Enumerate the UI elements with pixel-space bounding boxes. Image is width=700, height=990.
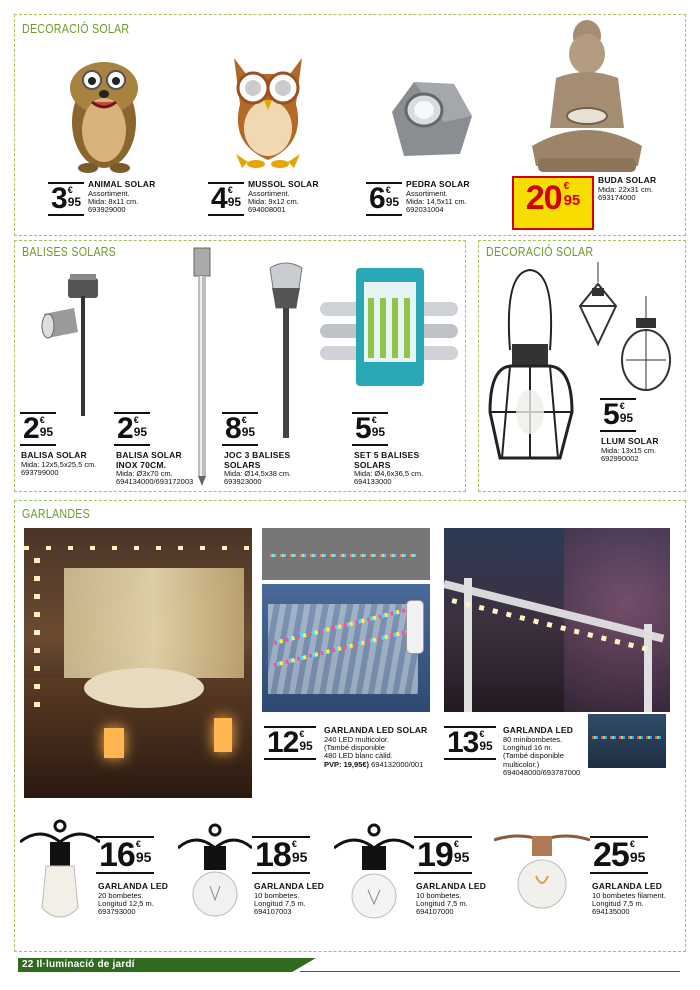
product-info: GARLANDA LED 20 bombetes. Longitud 12,5 m. 693793000 [98, 881, 169, 917]
product-info: MUSSOL SOLAR Assortiment. Mida: 9x12 cm. 694008001 [248, 179, 319, 215]
price-tag: 4 € 95 [208, 182, 244, 216]
stakes-box-image [316, 262, 462, 392]
pergola-lights-photo [262, 584, 430, 712]
product-info: SET 5 BALISES SOLARS Mida: Ø4,6x36,5 cm. 694133000 [354, 450, 424, 487]
mini-garland-photo [588, 714, 666, 768]
bulb-garland-image-1 [20, 818, 100, 930]
price-tag: 19 € 95 [414, 836, 472, 874]
price-tag: 3 € 95 [48, 182, 84, 216]
price-tag: 18 € 95 [252, 836, 310, 874]
price-tag: 2 € 95 [20, 412, 56, 446]
product-info: ANIMAL SOLAR Assortiment. Mida: 8x11 cm. 693929000 [88, 179, 156, 215]
bulb-garland-image-2 [178, 820, 252, 930]
section-title-solar-decor: DECORACIÓ SOLAR [22, 21, 130, 36]
patio-garland-photo [24, 528, 252, 798]
footer-label: 22 Il·luminació de jardí [22, 959, 135, 970]
price-tag: 2 € 95 [114, 412, 150, 446]
price-tag: 8 € 95 [222, 412, 258, 446]
footer-rule [300, 971, 680, 972]
section-title-solar-decor-side: DECORACIÓ SOLAR [486, 244, 594, 259]
price-tag: 25 € 95 [590, 836, 648, 874]
product-info: PEDRA SOLAR Assortiment. Mida: 14,5x11 cm. 692031004 [406, 179, 470, 215]
product-info: LLUM SOLAR Mida: 13x15 cm. 692990002 [601, 436, 659, 463]
torch-stake-image [266, 258, 306, 448]
product-info: GARLANDA LED 10 bombetes filament. Longitud 7,5 m. 694135000 [592, 881, 666, 917]
section-title-garlands: GARLANDES [22, 506, 90, 521]
promo-price-tag: 20 € 95 [512, 176, 594, 230]
night-pergola-photo [444, 528, 670, 712]
bulb-garland-image-3 [334, 820, 414, 930]
price-tag: 6 € 95 [366, 182, 402, 216]
spotlight-stake-image [38, 272, 102, 418]
section-title-solar-stakes: BALISES SOLARS [22, 244, 117, 259]
buddha-image [528, 18, 646, 174]
price-tag: 5 € 95 [600, 398, 636, 432]
solar-rock-image [384, 72, 476, 164]
inox-stake-image [190, 246, 214, 486]
product-info: BUDA SOLAR Mida: 22x31 cm. 693174000 [598, 175, 657, 202]
owl-image [226, 44, 310, 172]
product-info: JOC 3 BALISES SOLARS Mida: Ø14,5x38 cm. 693923000 [224, 450, 292, 487]
product-info: GARLANDA LED SOLAR 240 LED multicolor. (També disponible 480 LED blanc càlid. PVP: 19,95€) 694132000/001 [324, 725, 428, 769]
remote-control-icon [406, 600, 424, 654]
price-tag: 5 € 95 [352, 412, 388, 446]
product-info: GARLANDA LED 10 bombetes. Longitud 7,5 m. 694107003 [254, 881, 325, 917]
product-info: BALISA SOLAR INOX 70CM. Mida: Ø3x70 cm. 694134000/693172003 [116, 450, 194, 487]
price-tag: 13 € 95 [444, 726, 496, 760]
product-info: BALISA SOLAR Mida: 12x5,5x25,5 cm. 693799000 [21, 450, 97, 477]
hedgehog-image [62, 50, 146, 174]
price-tag: 12 € 95 [264, 726, 316, 760]
product-info: GARLANDA LED 10 bombetes. Longitud 7,5 m. 694107000 [416, 881, 487, 917]
product-info: GARLANDA LED 80 minibombetes. Longitud 16 m. (També disponible multicolor.) 694048000/693787000 [503, 725, 581, 778]
bulb-garland-image-4 [494, 826, 590, 922]
price-tag: 16 € 95 [96, 836, 154, 874]
string-lights-photo [262, 528, 430, 580]
